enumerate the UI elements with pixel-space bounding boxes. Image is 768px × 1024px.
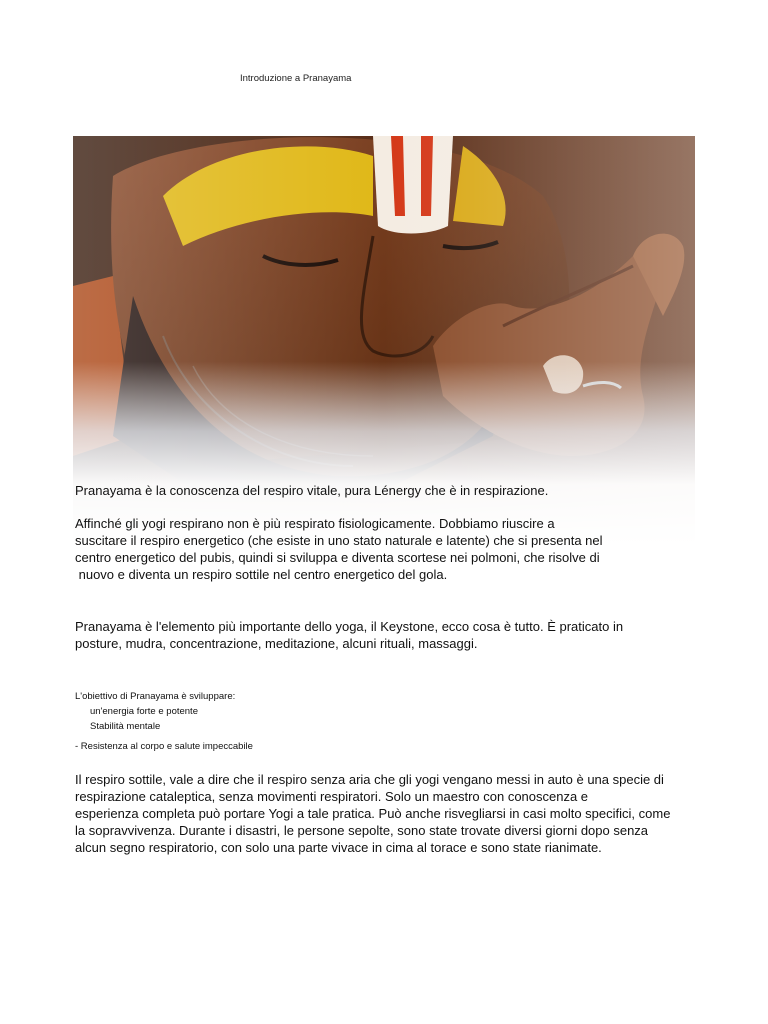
list-item: Stabilità mentale	[90, 721, 161, 732]
paragraph-line: esperienza completa può portare Yogi a tale pratica. Può anche risvegliarsi in casi molto specifici, come	[75, 806, 671, 821]
paragraph-line: alcun segno respiratorio, con solo una parte vivace in cima al torace e sono state rianimate.	[75, 840, 602, 855]
paragraph-subtle-breath	[75, 771, 670, 856]
page-title: Introduzione a Pranayama	[240, 73, 352, 84]
paragraph-line: respirazione cataleptica, senza movimenti respiratori. Solo un maestro con conoscenza e	[75, 789, 589, 804]
paragraph-line: Pranayama è la conoscenza del respiro vitale, pura Lénergy che è in respirazione.	[75, 483, 549, 498]
paragraph-keystone	[75, 618, 623, 652]
objectives-title: L'obiettivo di Pranayama è sviluppare:	[75, 691, 236, 702]
paragraph-line: la sopravvivenza. Durante i disastri, le persone sepolte, sono state trovate diversi giorni dopo senza	[75, 823, 649, 838]
paragraph-line: suscitare il respiro energetico (che esiste in uno stato naturale e latente) che si presenta nel	[75, 533, 603, 548]
list-item: un'energia forte e potente	[90, 706, 198, 717]
paragraph-line: centro energetico del pubis, quindi si sviluppa e diventa scortese nei polmoni, che risolve di	[75, 550, 600, 565]
objectives-list	[75, 689, 253, 754]
paragraph-line: Pranayama è l'elemento più importante dello yoga, il Keystone, ecco cosa è tutto. È praticato in	[75, 619, 624, 634]
paragraph-intro	[75, 482, 548, 499]
paragraph-line: Affinché gli yogi respirano non è più respirato fisiologicamente. Dobbiamo riuscire a	[75, 516, 555, 531]
paragraph-line: posture, mudra, concentrazione, meditazione, alcuni rituali, massaggi.	[75, 636, 478, 651]
paragraph-line: nuovo e diventa un respiro sottile nel centro energetico del gola.	[75, 567, 448, 582]
paragraph-line: Il respiro sottile, vale a dire che il respiro senza aria che gli yogi vengano messi in auto è una specie di	[75, 772, 664, 787]
list-item: - Resistenza al corpo e salute impeccabile	[75, 741, 253, 752]
paragraph-breath	[75, 515, 603, 583]
